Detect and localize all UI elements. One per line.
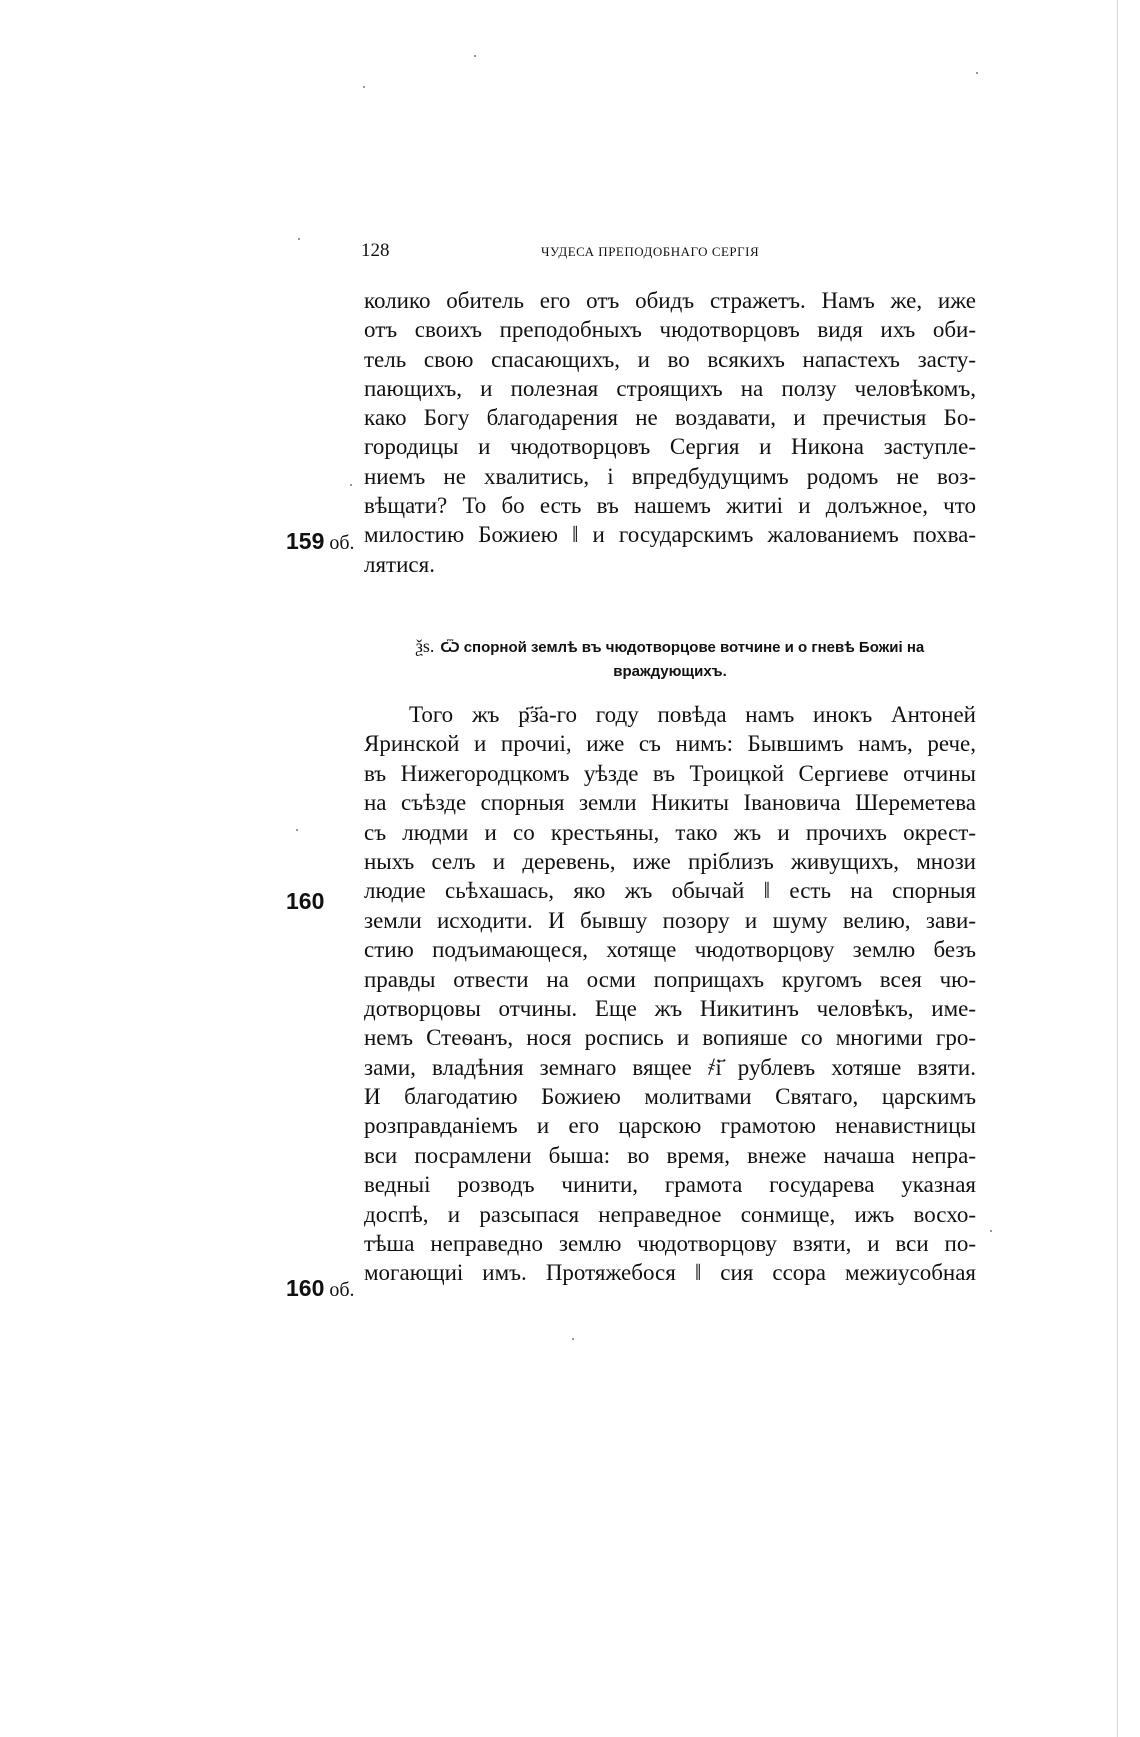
- text-line: отъ своихъ преподобныхъ чюдотворцовъ видя ихъ оби-: [364, 317, 976, 343]
- section-title-line-2: враждующихъ.: [613, 663, 727, 680]
- text-line: лятися.: [364, 551, 435, 577]
- scan-speck: [572, 1338, 574, 1340]
- folio-suffix: об.: [329, 532, 355, 554]
- text-line: Яринской и прочиі, иже съ нимъ: Бывшимъ намъ, рече,: [364, 731, 976, 757]
- text-line: на съѣзде спорныя земли Никиты Івановича Шереметева: [364, 790, 976, 816]
- text-line: милостию Божиею ‖ и государскимъ жалованиемъ похва-: [364, 522, 976, 548]
- section-number: ѯѕ.: [415, 636, 435, 656]
- scan-speck: [990, 1230, 992, 1232]
- text-line: како Богу благодарения не воздавати, и пречистыя Бо-: [364, 405, 976, 431]
- text-line: въ Нижегородцкомъ уѣзде въ Троицкой Сергиеве отчины: [364, 760, 976, 786]
- margin-folio-160: [286, 888, 324, 915]
- text-line: дотворцовы отчины. Еще жъ Никитинъ человѣкъ, име-: [364, 995, 976, 1021]
- scan-speck: [298, 238, 300, 240]
- section-heading: [364, 634, 976, 684]
- text-line: пающихъ, и полезная строящихъ на ползу человѣкомъ,: [364, 375, 976, 401]
- running-title: ЧУДЕСА ПРЕПОДОБНАГО СЕРГІЯ: [541, 244, 760, 259]
- folio-number: 160: [286, 1275, 325, 1301]
- text-line: вѣщати? То бо есть въ нашемъ житиі и долъжное, что: [364, 493, 976, 519]
- scan-speck: [296, 829, 298, 831]
- scan-edge-line: [1117, 0, 1118, 1737]
- text-line: доспѣ, и разсыпася неправедное сонмище, ижъ восхо-: [364, 1201, 976, 1227]
- text-line: ведныі розводъ чинити, грамота государева указная: [364, 1172, 976, 1198]
- margin-folio-160-verso: [286, 1275, 355, 1302]
- scan-speck: [350, 484, 352, 486]
- scan-speck: [976, 72, 978, 74]
- text-line: тѣша неправедно землю чюдотворцову взяти, и вси по-: [364, 1231, 976, 1257]
- text-line: немъ Стеѳанъ, нося роспись и вопияше со многими гро-: [364, 1025, 976, 1051]
- running-head: [361, 240, 976, 268]
- text-line: земли исходити. И бывшу позору и шуму велию, зави-: [364, 907, 976, 933]
- text-line: розправданіемъ и его царскою грамотою ненавистницы: [364, 1113, 976, 1139]
- folio-number: 159: [286, 528, 325, 554]
- text-line: ниемъ не хвалитись, і впредбудущимъ родомъ не воз-: [364, 463, 976, 489]
- text-line: И благодатию Божиею молитвами Святаго, царскимъ: [364, 1084, 976, 1110]
- scan-speck: [363, 86, 365, 88]
- text-line: правды отвести на осми поприщахъ кругомъ всея чю-: [364, 966, 976, 992]
- text-line: Того жъ ҏ҃з҃а-го году повѣда намъ инокъ Антоней: [409, 702, 976, 727]
- text-line: зами, владѣния земнаго вящее ҂і҃ рублевъ хотяше взяти.: [364, 1054, 976, 1080]
- paragraph-1: [364, 286, 976, 579]
- margin-folio-159-verso: [286, 528, 355, 555]
- section-title-line-1: Ѿ спорной землѣ въ чюдотворцове вотчине и о гневѣ Божиі на: [440, 639, 925, 656]
- text-line: тель свою спасающихъ, и во всякихъ напастехъ засту-: [364, 346, 976, 372]
- text-line: колико обитель его отъ обидъ стражетъ. Намъ же, иже: [364, 288, 976, 313]
- text-line: вси посрамлени быша: во время, внеже начаша непра-: [364, 1142, 976, 1168]
- folio-suffix: об.: [329, 1279, 355, 1301]
- page-number: 128: [361, 240, 390, 261]
- text-line: ныхъ селъ и деревень, иже пріблизъ живущихъ, мнози: [364, 848, 976, 874]
- text-line: стию подъимающеся, хотяще чюдотворцову землю безъ: [364, 937, 976, 963]
- text-line: людие сьѣхашась, яко жъ обычай ‖ есть на спорныя: [364, 878, 976, 904]
- text-line: городицы и чюдотворцовъ Сергия и Никона заступле-: [364, 434, 976, 460]
- scan-speck: [474, 55, 476, 57]
- text-line: съ людми и со крестьяны, тако жъ и прочихъ окрест-: [364, 819, 976, 845]
- folio-number: 160: [286, 888, 325, 914]
- text-line: могающиі имъ. Протяжебося ‖ сия ссора межиусобная: [364, 1260, 976, 1286]
- paragraph-2: [364, 700, 976, 1300]
